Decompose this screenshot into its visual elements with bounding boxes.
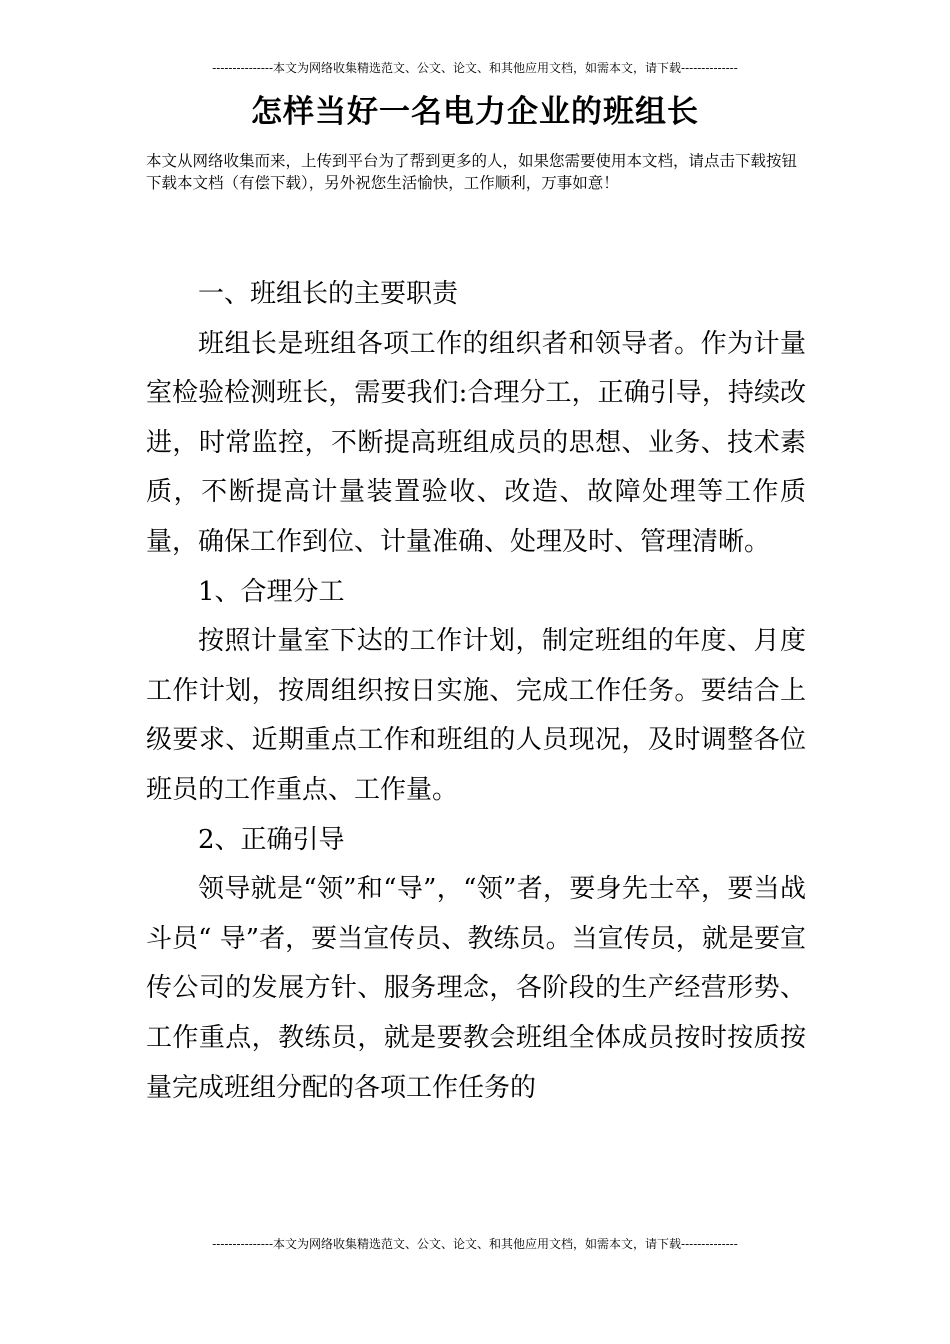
section-heading-duties: 一、班组长的主要职责 <box>198 279 459 309</box>
intro-note: 本文从网络收集而来，上传到平台为了帮到更多的人，如果您需要使用本文档，请点击下载按钮下载本文档（有偿下载），另外祝您生活愉快，工作顺利，万事如意！ <box>146 152 798 192</box>
document-title: 怎样当好一名电力企业的班组长 <box>251 94 699 130</box>
paragraph-guidance: 领导就是“领”和“导”，“领”者，要身先士卒，要当战斗员“ 导”者，要当宣传员、教练员。当宣传员，就是要宣传公司的发展方针、服务理念，各阶段的生产经营形势、工作重点，教练员，就是要教会班组全体成员按时按质按量完成班组分配的各项工作任务的 <box>146 874 806 1103</box>
subheading-guidance: 2、正确引导 <box>198 824 345 855</box>
paragraph-duties: 班组长是班组各项工作的组织者和领导者。作为计量室检验检测班长，需要我们:合理分工，正确引导，持续改进，时常监控，不断提高班组成员的思想、业务、技术素质，不断提高计量装置验收、改造、故障处理等工作质量，确保工作到位、计量准确、处理及时、管理清晰。 <box>146 328 806 557</box>
header-banner: ---------------本文为网络收集精选范文、公文、论文、和其他应用文档，如需本文，请下载-------------- <box>212 61 738 75</box>
footer-banner: ---------------本文为网络收集精选范文、公文、论文、和其他应用文档，如需本文，请下载-------------- <box>212 1237 738 1251</box>
document-body <box>146 270 806 1113</box>
subheading-division: 1、合理分工 <box>198 576 345 607</box>
paragraph-division: 按照计量室下达的工作计划，制定班组的年度、月度工作计划，按周组织按日实施、完成工作任务。要结合上级要求、近期重点工作和班组的人员现况，及时调整各位班员的工作重点、工作量。 <box>146 626 806 805</box>
